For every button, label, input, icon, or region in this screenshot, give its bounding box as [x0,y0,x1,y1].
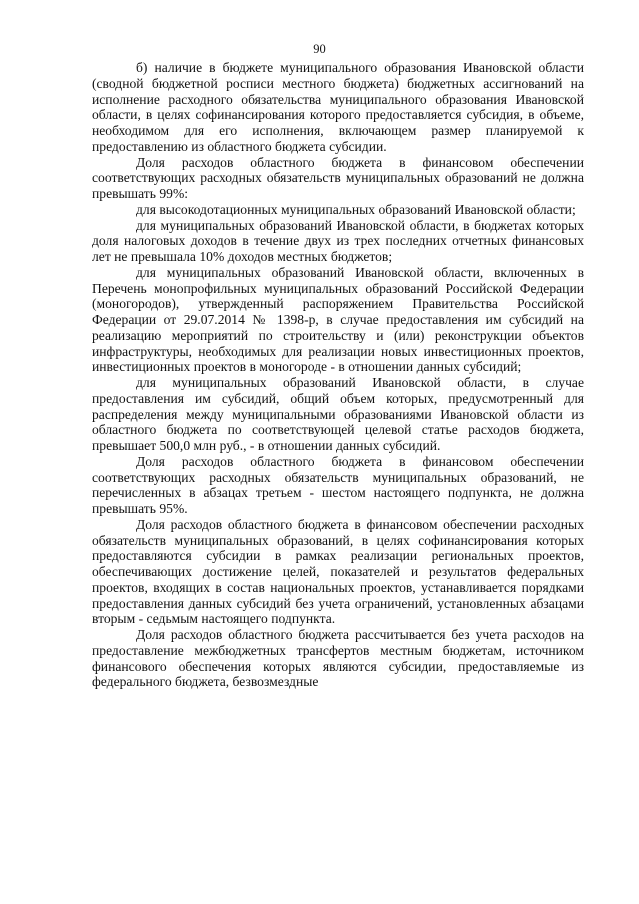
paragraph-large-subsidies: для муниципальных образований Ивановской области, в случае предоставления им субсидий, общий объем которых, предусмотренный для распределения между муниципальными образованиями Ивановской области из областного бюджета по соответствующей целевой статье расходов бюджета, превышает 500,0 млн руб., - в отношении данных субсидий. [92,375,584,453]
paragraph-calculation-rule: Доля расходов областного бюджета рассчитывается без учета расходов на предоставление межбюджетных трансфертов местным бюджетам, источником финансового обеспечения которых являются субсидии, предоставляемые из федерального бюджета, безвозмездные [92,627,584,690]
paragraph-funding-condition: б) наличие в бюджете муниципального образования Ивановской области (сводной бюджетной росписи местного бюджета) бюджетных ассигнований на исполнение расходного обязательства муниципального образования Ивановской области, в целях софинансирования которого предоставляется субсидия, в объеме, необходимом для его исполнения, включающем размер планируемой к предоставлению из областного бюджета субсидии. [92,60,584,154]
paragraph-monotowns: для муниципальных образований Ивановской области, включенных в Перечень монопрофильных муниципальных образований Российской Федерации (моногородов), утвержденный распоряжением Правительства Российской Федерации от 29.07.2014 № 1398-р, в случае предоставления им субсидий на реализацию мероприятий по строительству и (или) реконструкции объектов инфраструктуры, необходимых для реализации новых инвестиционных проектов, инвестиционных проектов в моногороде - в отношении данных субсидий; [92,264,584,375]
paragraph-share-99-percent: Доля расходов областного бюджета в финансовом обеспечении соответствующих расходных обязательств муниципальных образований не должна превышать 99%: [92,154,584,201]
page-number: 90 [313,42,326,56]
paragraph-share-95-percent: Доля расходов областного бюджета в финансовом обеспечении соответствующих расходных обязательств муниципальных образований, не перечисленных в абзацах третьем - шестом настоящего подпункта, не должна превышать 95%. [92,453,584,516]
document-body [92,60,584,690]
paragraph-regional-projects: Доля расходов областного бюджета в финансовом обеспечении расходных обязательств муниципальных образований, в целях софинансирования которых предоставляются субсидии в рамках реализации региональных проектов, обеспечивающих достижение целей, показателей и результатов федеральных проектов, входящих в состав национальных проектов, устанавливается порядками предоставления данных субсидий без учета ограничений, установленных абзацами вторым - седьмым настоящего подпункта. [92,516,584,627]
paragraph-high-subsidy-municipalities: для высокодотационных муниципальных образований Ивановской области; [136,201,576,217]
paragraph-tax-revenue-share: для муниципальных образований Ивановской области, в бюджетах которых доля налоговых доходов в течение двух из трех последних отчетных финансовых лет не превышала 10% доходов местных бюджетов; [92,217,584,264]
